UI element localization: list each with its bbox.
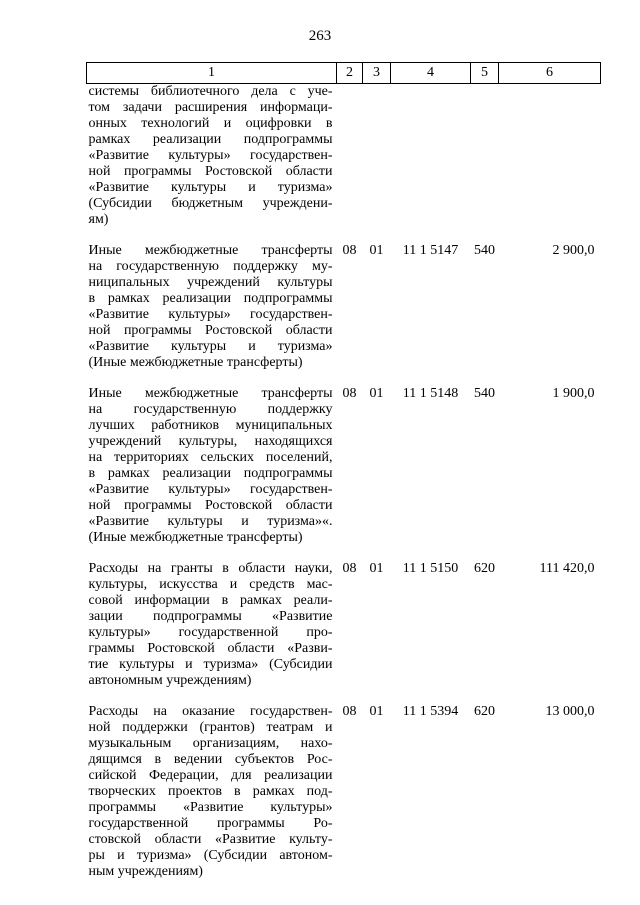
description-line: на государственную поддержку <box>88 402 333 417</box>
description-line: (Иные межбюджетные трансферты) <box>88 530 303 545</box>
amount <box>499 84 601 244</box>
expense-type-code: 620 <box>474 704 495 719</box>
header-col-1: 1 <box>87 63 337 84</box>
row-description <box>87 243 337 386</box>
description-line: «Развитие культуры» государствен- <box>88 148 333 163</box>
description-line: сийской Федерации, для реализации <box>88 768 333 783</box>
target-article-code <box>391 84 471 244</box>
subsection-code: 01 <box>369 561 384 576</box>
description-line: лучших работников муниципальных <box>88 418 333 433</box>
description-line: «Развитие культуры и туризма» <box>88 339 333 354</box>
description-line: ной программы Ростовской области <box>88 323 333 338</box>
description-line: системы библиотечного дела с уче- <box>88 84 333 99</box>
table-body <box>87 84 601 896</box>
description-line: автономным учреждениям) <box>88 673 252 688</box>
expense-type-code: 620 <box>474 561 495 576</box>
description-line: зации подпрограммы «Развитие <box>88 609 333 624</box>
expense-type-code: 540 <box>474 386 495 401</box>
row-description <box>87 386 337 561</box>
header-col-5: 5 <box>471 63 499 84</box>
description-line: Расходы на гранты в области науки, <box>88 561 333 576</box>
description-line: «Развитие культуры» государствен- <box>88 482 333 497</box>
table-row <box>87 386 601 561</box>
target-article-code: 11 1 5147 <box>402 243 459 258</box>
description-line: культуры, искусства и средств мас- <box>88 577 333 592</box>
page-number: 263 <box>308 28 332 44</box>
description-line: в рамках реализации подпрограммы <box>88 466 333 481</box>
description-line: «Развитие культуры» государствен- <box>88 307 333 322</box>
description-line: (Субсидии бюджетным учреждени- <box>88 196 333 211</box>
subsection-code: 01 <box>369 243 384 258</box>
header-col-3: 3 <box>363 63 391 84</box>
row-description <box>87 561 337 704</box>
table-header <box>87 63 601 84</box>
description-line: рамках реализации подпрограммы <box>88 132 333 147</box>
description-line: ной программы Ростовской области <box>88 498 333 513</box>
section-code: 08 <box>342 243 357 258</box>
description-line: в рамках реализации подпрограммы <box>88 291 333 306</box>
description-line: ниципальных учреждений культуры <box>88 275 333 290</box>
description-line: тие культуры и туризма» (Субсидии <box>88 657 333 672</box>
description-line: программы «Развитие культуры» <box>88 800 333 815</box>
description-line: творческих проектов в рамках под- <box>88 784 333 799</box>
description-line: культуры» государственной про- <box>88 625 333 640</box>
expense-type-code: 540 <box>474 243 495 258</box>
description-line: ной программы Ростовской области <box>88 164 333 179</box>
section-code <box>337 84 363 244</box>
description-line: ным учреждениям) <box>88 864 203 879</box>
description-line: на территориях сельских поселений, <box>88 450 333 465</box>
description-line: музыкальным организациям, нахо- <box>88 736 333 751</box>
row-description <box>87 84 337 244</box>
subsection-code <box>363 84 391 244</box>
table-row <box>87 561 601 704</box>
description-line: стовской области «Развитие культу- <box>88 832 333 847</box>
description-line: Иные межбюджетные трансферты <box>88 243 333 258</box>
amount: 111 420,0 <box>539 561 595 576</box>
amount: 13 000,0 <box>545 704 595 719</box>
header-col-6: 6 <box>499 63 601 84</box>
description-line: «Развитие культуры и туризма»«. <box>88 514 333 529</box>
description-line: Расходы на оказание государствен- <box>88 704 333 719</box>
expense-type-code <box>471 84 499 244</box>
description-line: совой информации в рамках реали- <box>88 593 333 608</box>
target-article-code: 11 1 5150 <box>402 561 459 576</box>
description-line: ры и туризма» (Субсидии автоном- <box>88 848 333 863</box>
budget-table <box>86 62 601 895</box>
description-line: онных технологий и оцифровки в <box>88 116 333 131</box>
section-code: 08 <box>342 561 357 576</box>
description-line: ной поддержки (грантов) театрам и <box>88 720 333 735</box>
section-code: 08 <box>342 704 357 719</box>
row-description <box>87 704 337 895</box>
subsection-code: 01 <box>369 386 384 401</box>
description-line: Иные межбюджетные трансферты <box>88 386 333 401</box>
description-line: на государственную поддержку му- <box>88 259 333 274</box>
description-line: «Развитие культуры и туризма» <box>88 180 333 195</box>
table-row <box>87 243 601 386</box>
description-line: граммы Ростовской области «Разви- <box>88 641 333 656</box>
description-line: учреждений культуры, находящихся <box>88 434 333 449</box>
header-col-4: 4 <box>391 63 471 84</box>
subsection-code: 01 <box>369 704 384 719</box>
description-line: ям) <box>88 212 109 227</box>
table-row <box>87 704 601 895</box>
target-article-code: 11 1 5394 <box>402 704 459 719</box>
description-line: (Иные межбюджетные трансферты) <box>88 355 303 370</box>
header-col-2: 2 <box>337 63 363 84</box>
section-code: 08 <box>342 386 357 401</box>
description-line: том задачи расширения информаци- <box>88 100 333 115</box>
description-line: государственной программы Ро- <box>88 816 333 831</box>
amount: 2 900,0 <box>552 243 595 258</box>
description-line: дящимся в ведении субъектов Рос- <box>88 752 333 767</box>
target-article-code: 11 1 5148 <box>402 386 459 401</box>
table-row <box>87 84 601 244</box>
amount: 1 900,0 <box>552 386 595 401</box>
